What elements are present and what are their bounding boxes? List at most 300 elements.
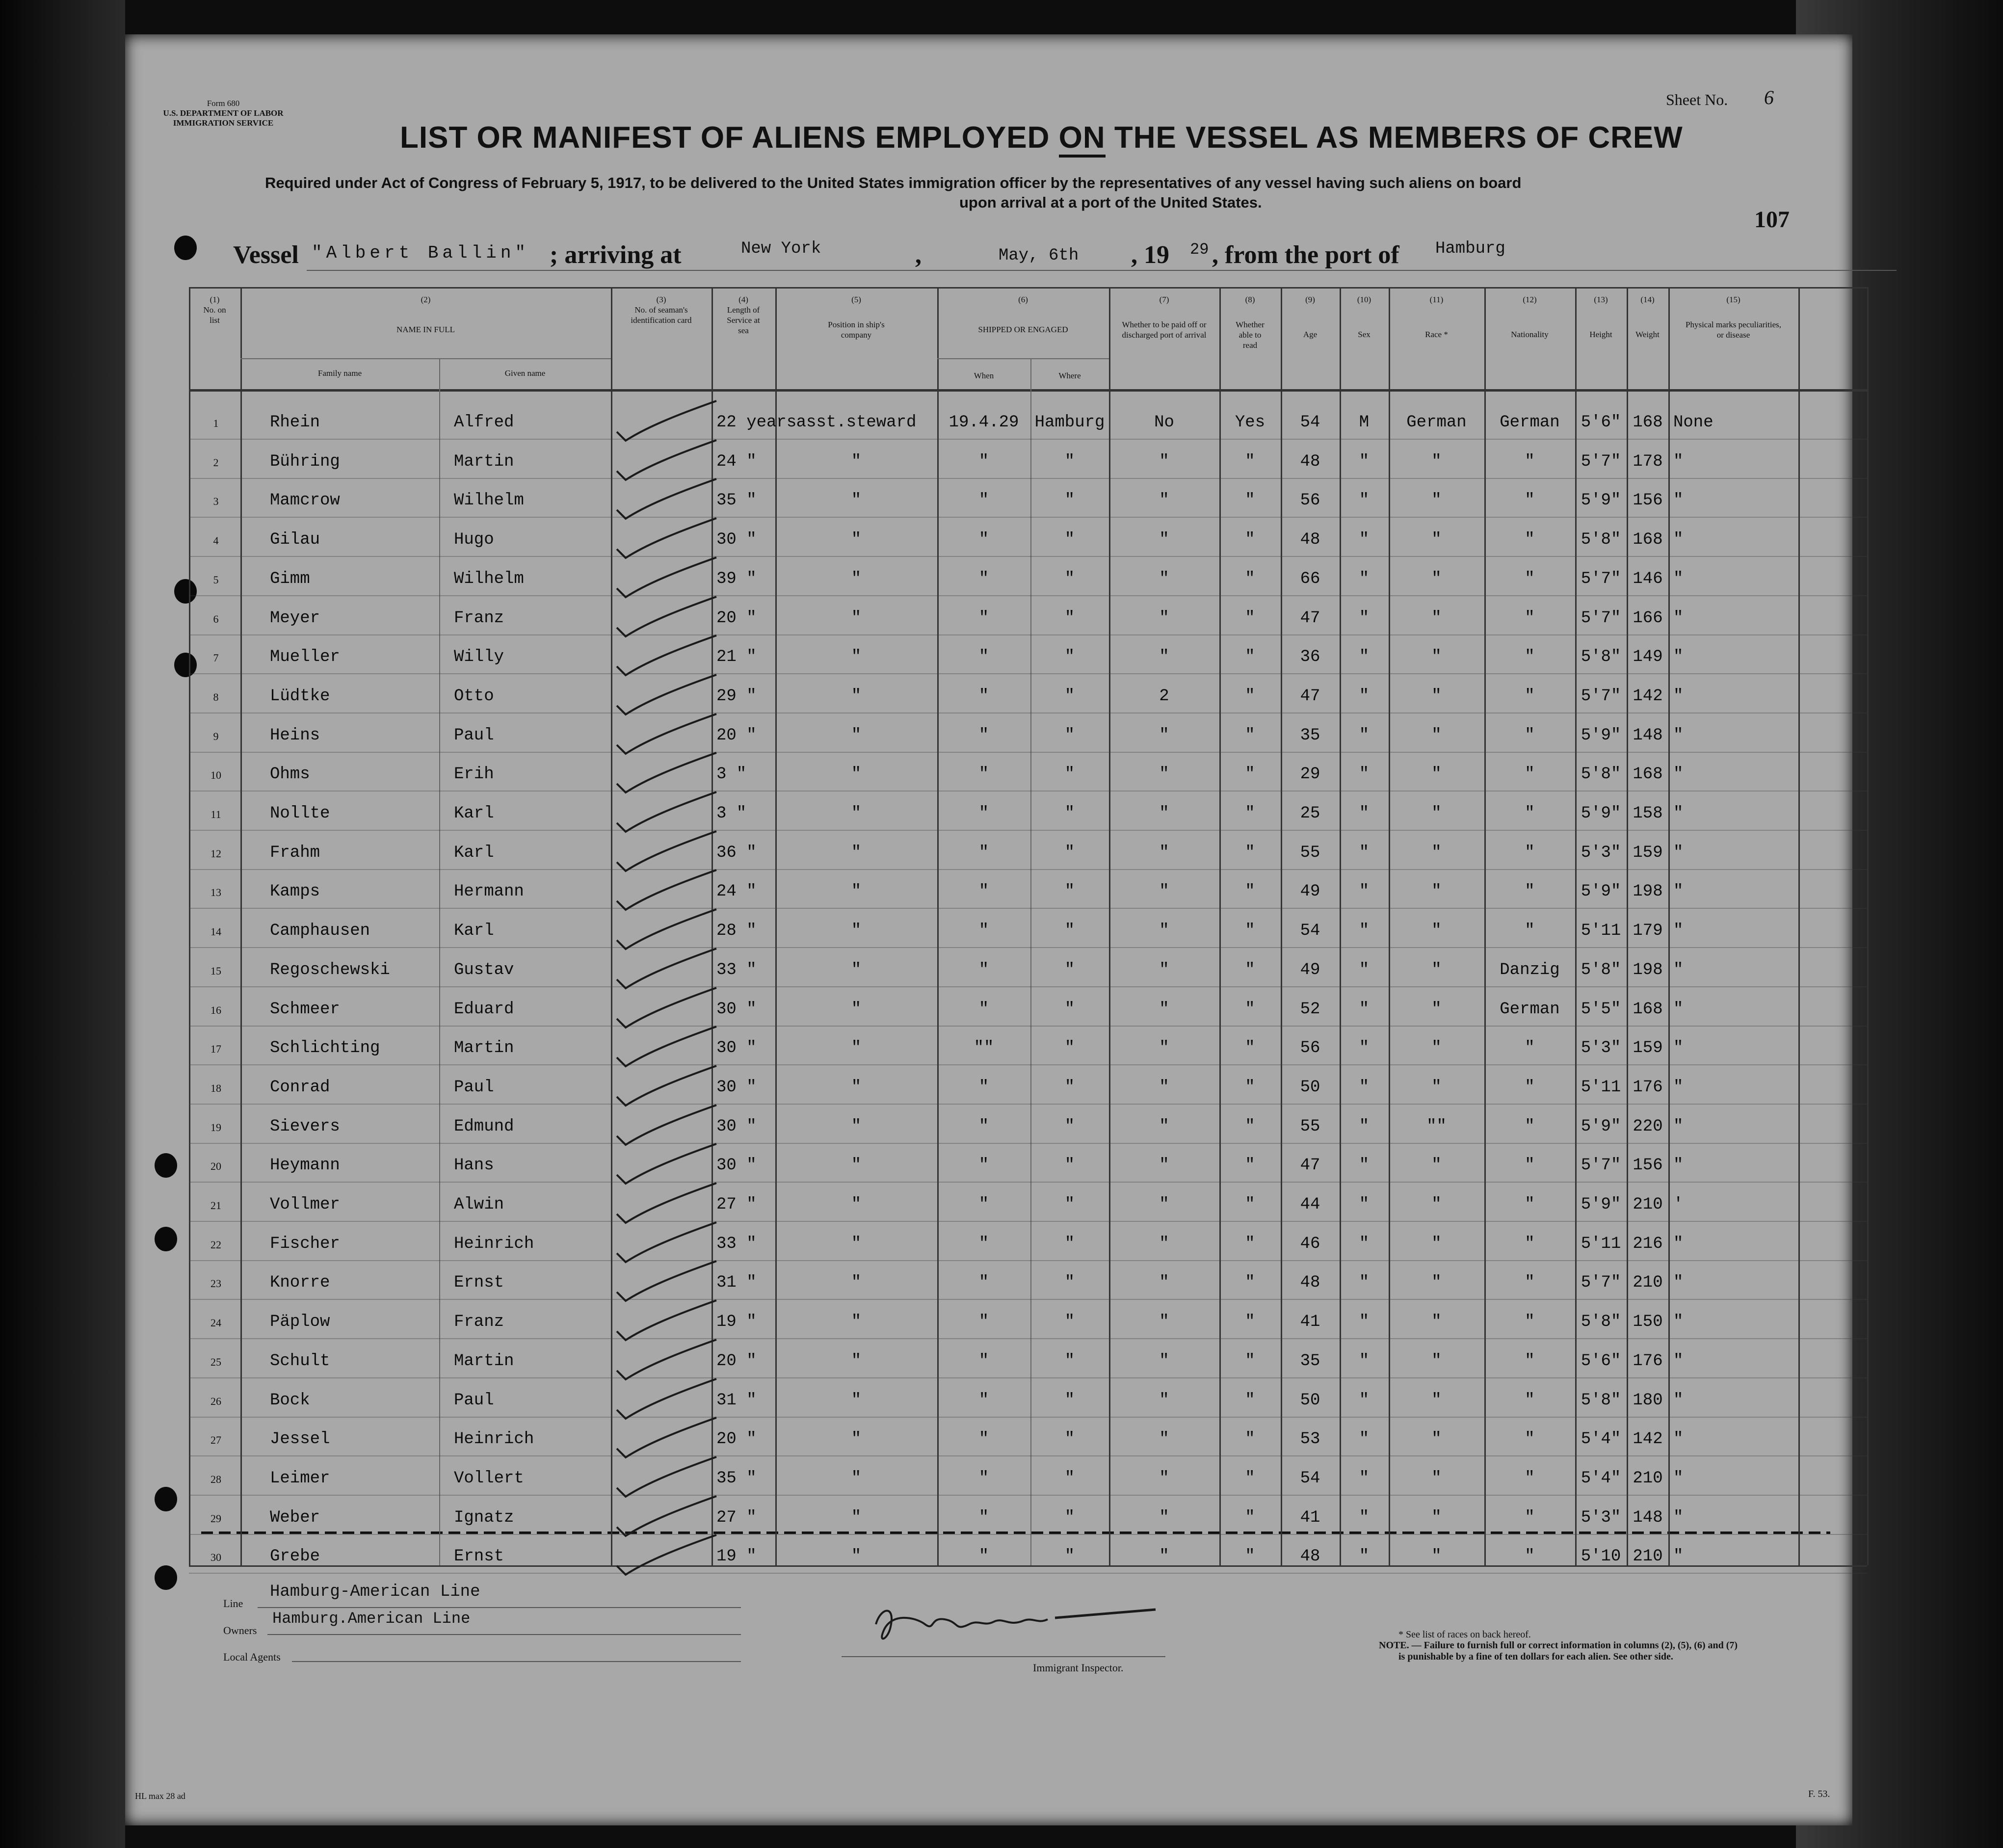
cell-race: " xyxy=(1431,726,1442,745)
cell-read: " xyxy=(1245,609,1255,628)
col2b-header: Given name xyxy=(504,369,546,378)
cell-paid: " xyxy=(1159,491,1169,510)
cell-read: " xyxy=(1245,1313,1255,1331)
cell-height: 5'9" xyxy=(1581,726,1621,745)
cell-weight: 148 xyxy=(1633,1508,1663,1527)
cell-marks: " xyxy=(1673,844,1684,862)
cell-given: Gustav xyxy=(454,961,514,979)
cell-service: 28 " xyxy=(716,922,757,940)
owners-label: Owners xyxy=(223,1624,257,1637)
cell-height: 5'3" xyxy=(1581,1039,1621,1057)
row-rule xyxy=(189,1417,1867,1418)
col8-header xyxy=(1219,294,1281,350)
cell-age: 54 xyxy=(1300,1469,1320,1488)
cell-race: " xyxy=(1431,491,1442,510)
cell-service: 30 " xyxy=(716,530,757,549)
cell-race: " xyxy=(1431,1000,1442,1019)
cell-marks: " xyxy=(1673,687,1684,706)
sheet-number: 6 xyxy=(1764,86,1774,108)
cell-service: 33 " xyxy=(716,1235,757,1253)
col14-number: (14) xyxy=(1640,295,1655,304)
cell-family: Bühring xyxy=(270,452,340,471)
col2a-header: Family name xyxy=(317,369,362,378)
cell-weight: 166 xyxy=(1633,609,1663,628)
row-rule xyxy=(189,1377,1867,1378)
cell-family: Jessel xyxy=(270,1430,330,1449)
cell-paid: " xyxy=(1159,1508,1169,1527)
cell-where: " xyxy=(1064,765,1075,784)
cell-marks: " xyxy=(1673,1430,1684,1449)
cell-race: " xyxy=(1431,1078,1442,1097)
cell-position: " xyxy=(851,1430,862,1449)
vessel-name: "Albert Ballin" xyxy=(312,243,530,263)
cell-where: " xyxy=(1064,1000,1075,1019)
cell-when: " xyxy=(978,1117,989,1136)
cell-when: " xyxy=(978,1273,989,1292)
cell-given: Edmund xyxy=(454,1117,514,1136)
cell-race: " xyxy=(1431,922,1442,940)
table-top-rule xyxy=(189,287,1867,289)
cell-where: " xyxy=(1064,804,1075,823)
cell-sex: " xyxy=(1359,1391,1370,1410)
cell-when: " xyxy=(978,1313,989,1331)
col12-title: Nationality xyxy=(1511,330,1549,339)
cell-marks: " xyxy=(1673,1313,1684,1331)
cell-weight: 176 xyxy=(1633,1078,1663,1097)
row-rule xyxy=(189,908,1867,909)
cell-family: Heins xyxy=(270,726,320,745)
row-number: 8 xyxy=(213,691,219,703)
cell-position: " xyxy=(851,1039,862,1057)
cell-given: Ernst xyxy=(454,1547,504,1566)
cell-paid: " xyxy=(1159,1469,1169,1488)
cell-race: " xyxy=(1431,530,1442,549)
agents-rule xyxy=(292,1661,741,1662)
cell-service: 30 " xyxy=(716,1039,757,1057)
cell-nationality: " xyxy=(1525,570,1535,588)
cell-where: " xyxy=(1064,609,1075,628)
row-number: 25 xyxy=(211,1356,221,1368)
row-number: 4 xyxy=(213,534,219,547)
cell-nationality: " xyxy=(1525,530,1535,549)
cell-marks: " xyxy=(1673,1000,1684,1019)
cell-paid: " xyxy=(1159,1195,1169,1214)
cell-read: " xyxy=(1245,1039,1255,1057)
cell-given: Paul xyxy=(454,726,494,745)
cell-race: " xyxy=(1431,1313,1442,1331)
sheet-label: Sheet No. xyxy=(1666,91,1728,108)
cell-weight: 142 xyxy=(1633,1430,1663,1449)
cell-given: Martin xyxy=(454,452,514,471)
cell-race: " xyxy=(1431,882,1442,901)
cell-service: 30 " xyxy=(716,1078,757,1097)
cell-marks: " xyxy=(1673,726,1684,745)
cell-when: " xyxy=(978,726,989,745)
cell-height: 5'10 xyxy=(1581,1547,1621,1566)
cell-where: " xyxy=(1064,1273,1075,1292)
col9-title: Age xyxy=(1303,330,1318,339)
cell-position: " xyxy=(851,1273,862,1292)
cell-nationality: " xyxy=(1525,1352,1535,1371)
col5-number: (5) xyxy=(851,295,861,304)
row-number: 20 xyxy=(211,1160,221,1172)
cell-weight: 150 xyxy=(1633,1313,1663,1331)
col5-header xyxy=(775,294,937,340)
year-suffix: 29 xyxy=(1190,240,1209,259)
cell-nationality: " xyxy=(1525,648,1535,666)
cell-age: 48 xyxy=(1300,1273,1320,1292)
cell-nationality: " xyxy=(1525,687,1535,706)
col1-number: (1) xyxy=(210,295,220,304)
cell-height: 5'9" xyxy=(1581,882,1621,901)
title-on: ON xyxy=(1059,121,1106,158)
cell-nationality: " xyxy=(1525,804,1535,823)
cell-paid: " xyxy=(1159,570,1169,588)
races-note: * See list of races on back hereof. xyxy=(1398,1629,1531,1640)
cell-read: " xyxy=(1245,1078,1255,1097)
cell-sex: " xyxy=(1359,922,1370,940)
cell-race: " xyxy=(1431,1039,1442,1057)
row-number: 21 xyxy=(211,1199,221,1212)
cell-read: " xyxy=(1245,1000,1255,1019)
cell-service: 29 " xyxy=(716,687,757,706)
cell-nationality: " xyxy=(1525,1117,1535,1136)
cell-marks: " xyxy=(1673,961,1684,979)
row-number: 28 xyxy=(211,1473,221,1485)
col6-number: (6) xyxy=(1018,295,1028,304)
row-rule xyxy=(189,1143,1867,1144)
cell-weight: 178 xyxy=(1633,452,1663,471)
row-rule xyxy=(189,1495,1867,1496)
cell-read: " xyxy=(1245,1235,1255,1253)
cell-given: Karl xyxy=(454,804,494,823)
cell-position: " xyxy=(851,1195,862,1214)
cell-weight: 159 xyxy=(1633,1039,1663,1057)
cell-paid: " xyxy=(1159,530,1169,549)
subheader-rule xyxy=(937,358,1109,359)
cell-service: 35 " xyxy=(716,1469,757,1488)
col13-number: (13) xyxy=(1594,295,1608,304)
row-rule xyxy=(189,556,1867,557)
cell-age: 47 xyxy=(1300,687,1320,706)
cell-marks: " xyxy=(1673,1508,1684,1527)
cell-height: 5'7" xyxy=(1581,1156,1621,1175)
cell-where: " xyxy=(1064,491,1075,510)
cell-service: 27 " xyxy=(716,1195,757,1214)
cell-family: Päplow xyxy=(270,1313,330,1331)
cell-where: " xyxy=(1064,726,1075,745)
col10-title: Sex xyxy=(1358,330,1370,339)
cell-race: " xyxy=(1431,1352,1442,1371)
row-rule xyxy=(189,791,1867,792)
cell-where: " xyxy=(1064,687,1075,706)
cell-sex: " xyxy=(1359,961,1370,979)
row-rule xyxy=(189,478,1867,479)
row-rule xyxy=(189,1182,1867,1183)
cell-sex: " xyxy=(1359,648,1370,666)
cell-given: Hans xyxy=(454,1156,494,1175)
cell-when: " xyxy=(978,1430,989,1449)
row-number: 7 xyxy=(213,652,219,664)
cell-paid: " xyxy=(1159,1273,1169,1292)
col7-header xyxy=(1109,294,1219,340)
cell-height: 5'7" xyxy=(1581,1273,1621,1292)
cell-position: " xyxy=(851,1235,862,1253)
cell-given: Paul xyxy=(454,1391,494,1410)
cell-weight: 198 xyxy=(1633,961,1663,979)
cell-height: 5'7" xyxy=(1581,609,1621,628)
cell-family: Gilau xyxy=(270,530,320,549)
cell-read: " xyxy=(1245,804,1255,823)
cell-sex: " xyxy=(1359,1117,1370,1136)
cell-sex: " xyxy=(1359,1000,1370,1019)
title-part-1: LIST OR MANIFEST OF ALIENS EMPLOYED xyxy=(400,121,1050,155)
cell-when: " xyxy=(978,1391,989,1410)
cell-read: " xyxy=(1245,1352,1255,1371)
cell-paid: " xyxy=(1159,1547,1169,1566)
cell-age: 35 xyxy=(1300,1352,1320,1371)
cell-family: Schult xyxy=(270,1352,330,1371)
cell-service: 19 " xyxy=(716,1313,757,1331)
cell-weight: 168 xyxy=(1633,765,1663,784)
arriving-label: ; arriving at xyxy=(550,241,682,269)
owners-rule xyxy=(267,1634,741,1635)
cell-given: Martin xyxy=(454,1039,514,1057)
cell-weight: 158 xyxy=(1633,804,1663,823)
cell-weight: 210 xyxy=(1633,1195,1663,1214)
cell-paid: " xyxy=(1159,1391,1169,1410)
form-number: Form 680 xyxy=(207,99,240,108)
cell-age: 36 xyxy=(1300,648,1320,666)
cell-nationality: " xyxy=(1525,1547,1535,1566)
cell-age: 56 xyxy=(1300,491,1320,510)
cell-service: 21 " xyxy=(716,648,757,666)
cell-weight: 159 xyxy=(1633,844,1663,862)
cell-marks: " xyxy=(1673,922,1684,940)
year-prefix: , 19 xyxy=(1131,241,1169,269)
row-rule xyxy=(189,1221,1867,1222)
cell-family: Nollte xyxy=(270,804,330,823)
row-rule xyxy=(189,595,1867,596)
cell-height: 5'7" xyxy=(1581,687,1621,706)
col4-number: (4) xyxy=(738,295,748,304)
cell-nationality: " xyxy=(1525,1156,1535,1175)
cell-marks: " xyxy=(1673,1235,1684,1253)
cell-family: Ohms xyxy=(270,765,310,784)
cell-age: 55 xyxy=(1300,844,1320,862)
cell-sex: " xyxy=(1359,570,1370,588)
cell-nationality: " xyxy=(1525,844,1535,862)
cell-weight: 220 xyxy=(1633,1117,1663,1136)
cell-where: " xyxy=(1064,1195,1075,1214)
col6-header xyxy=(937,294,1109,335)
punch-hole xyxy=(174,579,197,604)
col2-number: (2) xyxy=(421,295,431,304)
owners-value: Hamburg.American Line xyxy=(272,1610,471,1628)
cell-where: " xyxy=(1064,1313,1075,1331)
row-number: 27 xyxy=(211,1434,221,1446)
cell-read: " xyxy=(1245,530,1255,549)
cell-sex: " xyxy=(1359,1430,1370,1449)
cell-marks: " xyxy=(1673,570,1684,588)
cell-family: Bock xyxy=(270,1391,310,1410)
cell-marks: " xyxy=(1673,1273,1684,1292)
col9-header xyxy=(1281,294,1340,340)
cell-given: Karl xyxy=(454,844,494,862)
cell-age: 29 xyxy=(1300,765,1320,784)
from-port-label: , from the port of xyxy=(1212,241,1399,269)
cell-nationality: " xyxy=(1525,1313,1535,1331)
cell-family: Heymann xyxy=(270,1156,340,1175)
cell-height: 5'9" xyxy=(1581,491,1621,510)
cell-paid: " xyxy=(1159,882,1169,901)
cell-position: " xyxy=(851,1391,862,1410)
cell-height: 5'8" xyxy=(1581,1313,1621,1331)
cell-given: Otto xyxy=(454,687,494,706)
cell-paid: " xyxy=(1159,1078,1169,1097)
row-number: 29 xyxy=(211,1512,221,1525)
col3-header xyxy=(611,294,712,325)
cell-marks: " xyxy=(1673,804,1684,823)
cell-race: " xyxy=(1431,570,1442,588)
cell-where: " xyxy=(1064,452,1075,471)
cell-height: 5'9" xyxy=(1581,1195,1621,1214)
row-rule xyxy=(189,439,1867,440)
line-label: Line xyxy=(223,1597,243,1610)
row-number: 26 xyxy=(211,1395,221,1407)
cell-nationality: Danzig xyxy=(1500,961,1560,979)
col10-header xyxy=(1340,294,1389,340)
cell-read: " xyxy=(1245,1195,1255,1214)
col4-title: Length of Service at sea xyxy=(727,305,760,335)
cell-age: 46 xyxy=(1300,1235,1320,1253)
cell-position: " xyxy=(851,1000,862,1019)
cell-position: " xyxy=(851,1547,862,1566)
cell-when: " xyxy=(978,491,989,510)
cell-service: 36 " xyxy=(716,844,757,862)
cell-service: 3 " xyxy=(716,804,747,823)
cell-nationality: " xyxy=(1525,1469,1535,1488)
cell-when: " xyxy=(978,1352,989,1371)
cell-given: Karl xyxy=(454,922,494,940)
cell-family: Lüdtke xyxy=(270,687,330,706)
fine-note-1: NOTE. — Failure to furnish full or correct information in columns (2), (5), (6) and (7) xyxy=(1379,1640,1738,1651)
cell-nationality: " xyxy=(1525,922,1535,940)
row-number: 1 xyxy=(213,417,219,429)
cell-age: 48 xyxy=(1300,452,1320,471)
cell-marks: ' xyxy=(1673,1195,1684,1214)
vessel-underline xyxy=(307,270,1897,271)
cell-nationality: " xyxy=(1525,609,1535,628)
cell-marks: " xyxy=(1673,765,1684,784)
cell-where: " xyxy=(1064,1508,1075,1527)
cell-when: " xyxy=(978,844,989,862)
cell-read: " xyxy=(1245,1469,1255,1488)
cell-height: 5'11 xyxy=(1581,1078,1621,1097)
cell-race: " xyxy=(1431,1391,1442,1410)
cell-height: 5'9" xyxy=(1581,804,1621,823)
printer-mark: HL max 28 ad xyxy=(135,1791,185,1801)
cell-weight: 168 xyxy=(1633,530,1663,549)
cell-position: " xyxy=(851,530,862,549)
cell-height: 5'4" xyxy=(1581,1469,1621,1488)
cell-where: " xyxy=(1064,1352,1075,1371)
col13-header xyxy=(1575,294,1627,340)
cell-nationality: German xyxy=(1500,1000,1560,1019)
cell-family: Knorre xyxy=(270,1273,330,1292)
cell-when: " xyxy=(978,1469,989,1488)
cell-when: "" xyxy=(974,1039,994,1057)
cell-read: " xyxy=(1245,726,1255,745)
col12-header xyxy=(1484,294,1575,340)
cell-paid: " xyxy=(1159,1039,1169,1057)
cell-race: " xyxy=(1431,844,1442,862)
subtitle-line-1: Required under Act of Congress of February 5, 1917, to be delivered to the United States immigration officer by the representatives of any vessel having such aliens on board xyxy=(265,174,1522,191)
stamp-number: 107 xyxy=(1754,207,1790,233)
cell-given: Wilhelm xyxy=(454,491,524,510)
cell-height: 5'6" xyxy=(1581,413,1621,432)
col14-title: Weight xyxy=(1635,330,1660,339)
row-number: 18 xyxy=(211,1082,221,1094)
table-header-rule xyxy=(189,389,1867,392)
row-number: 24 xyxy=(211,1317,221,1329)
cell-sex: " xyxy=(1359,1039,1370,1057)
cell-marks: " xyxy=(1673,491,1684,510)
cell-nationality: " xyxy=(1525,1235,1535,1253)
title-part-2: THE VESSEL AS MEMBERS OF CREW xyxy=(1114,121,1683,155)
row-rule xyxy=(189,1299,1867,1300)
row-number: 9 xyxy=(213,730,219,742)
cell-sex: " xyxy=(1359,1508,1370,1527)
row-number: 3 xyxy=(213,495,219,507)
cell-weight: 149 xyxy=(1633,648,1663,666)
cell-sex: " xyxy=(1359,1469,1370,1488)
cell-sex: " xyxy=(1359,804,1370,823)
cell-family: Leimer xyxy=(270,1469,330,1488)
cell-given: Alwin xyxy=(454,1195,504,1214)
manifest-sheet xyxy=(125,34,1852,1825)
cell-race: " xyxy=(1431,648,1442,666)
cell-sex: " xyxy=(1359,530,1370,549)
cell-paid: " xyxy=(1159,1000,1169,1019)
subtitle-line-2: upon arrival at a port of the United States. xyxy=(959,194,1262,211)
cell-position: asst.steward xyxy=(796,413,917,432)
cell-marks: " xyxy=(1673,1039,1684,1057)
cell-where: " xyxy=(1064,570,1075,588)
cell-sex: " xyxy=(1359,1078,1370,1097)
cell-race: " xyxy=(1431,1430,1442,1449)
scan-border-left xyxy=(0,0,125,1848)
cell-race: " xyxy=(1431,687,1442,706)
cell-age: 55 xyxy=(1300,1117,1320,1136)
cell-race: " xyxy=(1431,1469,1442,1488)
cell-service: 39 " xyxy=(716,570,757,588)
cell-when: " xyxy=(978,1078,989,1097)
cell-where: " xyxy=(1064,1547,1075,1566)
cell-race: "" xyxy=(1426,1117,1447,1136)
col5-title: Position in ship's company xyxy=(828,320,885,340)
cell-given: Erih xyxy=(454,765,494,784)
cell-marks: " xyxy=(1673,1547,1684,1566)
cell-paid: " xyxy=(1159,1313,1169,1331)
col4-header xyxy=(712,294,775,336)
cell-nationality: " xyxy=(1525,491,1535,510)
cell-position: " xyxy=(851,1352,862,1371)
cell-nationality: " xyxy=(1525,1039,1535,1057)
col12-number: (12) xyxy=(1523,295,1537,304)
cell-when: 19.4.29 xyxy=(949,413,1019,432)
cell-height: 5'3" xyxy=(1581,844,1621,862)
